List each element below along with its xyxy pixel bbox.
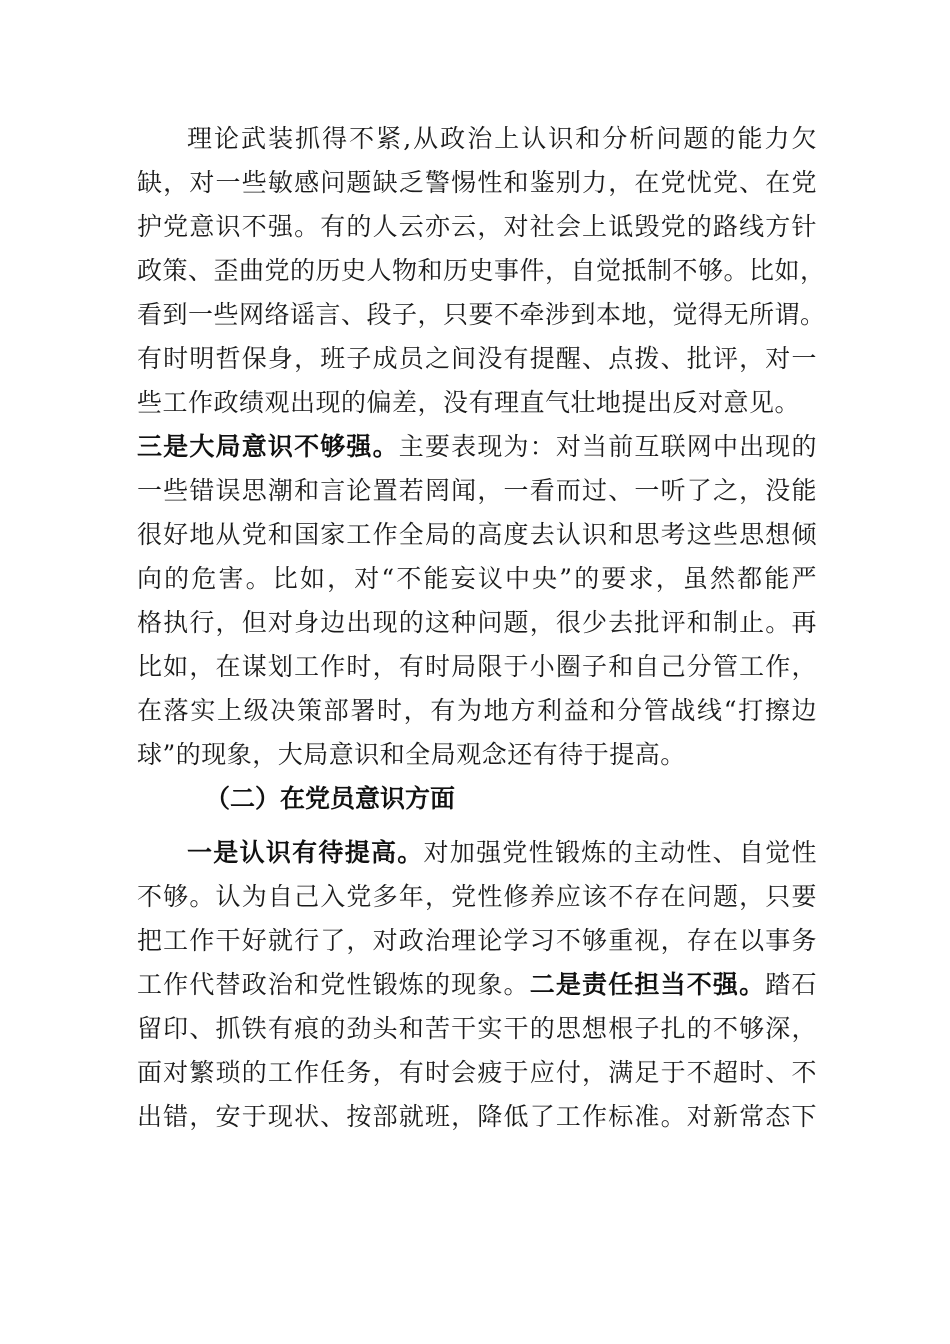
paragraph-text: 踏石 — [765, 970, 817, 999]
paragraph-line: 些工作政绩观出现的偏差，没有理直气壮地提出反对意见。 — [137, 388, 801, 417]
section-heading: （二）在党员意识方面 — [205, 784, 456, 813]
bold-lead-phrase: 三是大局意识不够强。 — [137, 432, 399, 461]
paragraph-line: 向的危害。比如，对“不能妄议中央”的要求，虽然都能严 — [137, 564, 817, 593]
paragraph-line: 缺，对一些敏感问题缺乏警惕性和鉴别力，在党忧党、在党 — [137, 168, 817, 197]
paragraph-line: 球”的现象，大局意识和全局观念还有待于提高。 — [137, 740, 686, 769]
paragraph-text: 工作代替政治和党性锻炼的现象。 — [137, 970, 530, 999]
paragraph-text: 主要表现为：对当前互联网中出现的 — [398, 432, 817, 461]
paragraph-line: 看到一些网络谣言、段子，只要不牵涉到本地，觉得无所谓。 — [137, 300, 826, 329]
bold-lead-phrase: 一是认识有待提高。 — [187, 838, 424, 867]
paragraph-line: 比如，在谋划工作时，有时局限于小圈子和自己分管工作， — [137, 652, 817, 681]
paragraph-line: 理论武装抓得不紧,从政治上认识和分析问题的能力欠 — [187, 124, 817, 153]
paragraph-line: 面对繁琐的工作任务，有时会疲于应付，满足于不超时、不 — [137, 1058, 817, 1087]
paragraph-line: 出错，安于现状、按部就班，降低了工作标准。对新常态下 — [137, 1102, 817, 1131]
paragraph-line: 把工作干好就行了，对政治理论学习不够重视，存在以事务 — [137, 926, 817, 955]
paragraph-line: 一些错误思潮和言论置若罔闻，一看而过、一听了之，没能 — [137, 476, 817, 505]
paragraph-line: 很好地从党和国家工作全局的高度去认识和思考这些思想倾 — [137, 520, 817, 549]
paragraph-line — [187, 833, 817, 873]
bold-lead-phrase: 二是责任担当不强。 — [529, 970, 766, 999]
paragraph-line: 护党意识不强。有的人云亦云，对社会上诋毁党的路线方针 — [137, 212, 817, 241]
paragraph-line: 格执行，但对身边出现的这种问题，很少去批评和制止。再 — [137, 608, 817, 637]
paragraph-line: 留印、抓铁有痕的劲头和苦干实干的思想根子扎的不够深， — [137, 1014, 817, 1043]
paragraph-line — [137, 427, 817, 467]
paragraph-line: 在落实上级决策部署时，有为地方利益和分管战线“打擦边 — [137, 696, 817, 725]
paragraph-line — [137, 965, 817, 1005]
paragraph-line: 不够。认为自己入党多年，党性修养应该不存在问题，只要 — [137, 882, 817, 911]
paragraph-line: 有时明哲保身，班子成员之间没有提醒、点拨、批评，对一 — [137, 344, 817, 373]
paragraph-text: 对加强党性锻炼的主动性、自觉性 — [423, 838, 817, 867]
paragraph-line: 政策、歪曲党的历史人物和历史事件，自觉抵制不够。比如， — [137, 256, 826, 285]
